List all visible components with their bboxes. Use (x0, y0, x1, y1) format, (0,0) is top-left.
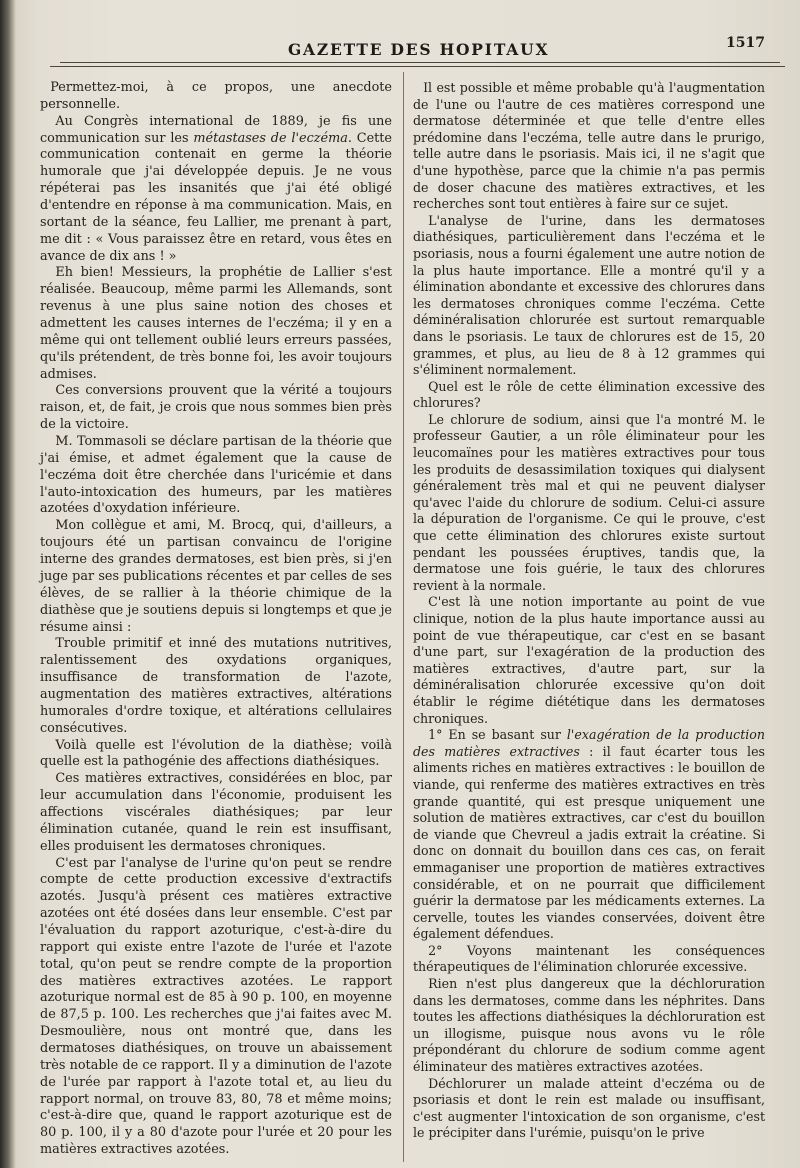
page-number: 1517 (726, 35, 765, 51)
paragraph: Eh bien! Messieurs, la prophétie de Lallier s'est réalisée. Beaucoup, même parmi les Allemands, sont revenus à une plus saine notion des choses et admettent les causes internes de l'eczéma; il y en a même qui ont tellement oublié leurs erreurs passées, qu'ils prétendent, de très bonne foi, les avoir toujours admises. (40, 265, 392, 382)
left-column (40, 80, 392, 1159)
paragraph: C'est par l'analyse de l'urine qu'on peut se rendre compte de cette production excessive d'extractifs azotés. Jusqu'à présent ces matières extractive azotées ont été dosées dans leur ensemble. C'est par l'évaluation du rapport azoturique, c'est-à-dire du rapport qui existe entre l'azote de l'urée et l'azote total, qu'on peut se rendre compte de la proportion des matières extractives azotées. Le rapport azoturique normal est de 85 à 90 p. 100, en moyenne de 87,5 p. 100. Les recherches que j'ai faites avec M. Desmoulière, nous ont montré que, dans les dermatoses diathésiques, on trouve un abaissement très notable de ce rapport. Il y a diminution de l'azote de l'urée par rapport à l'azote total et, au lieu du rapport normal, on trouve 83, 80, 78 et même moins; c'est-à-dire que, quand le rapport azoturique est de 80 p. 100, il y a 80 d'azote pour l'urée et 20 pour les matières extractives azotées. (40, 855, 392, 1158)
paragraph (40, 114, 392, 266)
right-column (413, 80, 765, 1142)
paragraph (413, 727, 765, 943)
header-rule-thick (50, 66, 785, 67)
paragraph: 2° Voyons maintenant les conséquences thérapeutiques de l'élimination chlorurée excessive. (413, 942, 765, 975)
paragraph-text: Au Congrès international de 1889, je fis une communication sur les (40, 113, 392, 146)
paragraph: Le chlorure de sodium, ainsi que l'a montré M. le professeur Gautier, a un rôle éliminateur pour les leucomaïnes pour les matières extractives pour tous les produits de desassimilation toxiques qui dialysent généralement très mal et qui ne peuvent dialyser qu'avec l'aide du chlorure de sodium. Celui-ci assure la dépuration de l'organisme. Ce qui le prouve, c'est que cette élimination des chlorures existe surtout pendant les poussées éruptives, tandis que, la dermatose une fois guérie, le taux des chlorures revient à la normale. (413, 411, 765, 593)
paragraph: Déchlorurer un malade atteint d'eczéma ou de psoriasis et dont le rein est malade ou insuffisant, c'est augmenter l'intoxication de son organisme, c'est le précipiter dans l'urémie, puisqu'on le prive (413, 1075, 765, 1141)
paragraph-text: 1° En se basant sur (428, 727, 567, 743)
paragraph: Trouble primitif et inné des mutations nutritives, ralentissement des oxydations organiques, insuffisance de transformation de l'azote, augmentation des matières extractives, altérations humorales d'ordre toxique, et altérations cellulaires consécutives. (40, 636, 392, 736)
journal-title: GAZETTE DES HOPITAUX (288, 40, 550, 59)
paragraph: Mon collègue et ami, M. Brocq, qui, d'ailleurs, a toujours été un partisan convaincu de l'origine interne des grandes dermatoses, est bien près, si j'en juge par ses publications récentes et par celles de ses élèves, de se rallier à la théorie chimique de la diathèse que je soutiens depuis si longtemps et que je résume ainsi : (40, 518, 392, 635)
paragraph: Ces conversions prouvent que la vérité a toujours raison, et, de fait, je crois que nous sommes bien près de la victoire. (40, 383, 392, 433)
paragraph: Rien n'est plus dangereux que la déchloruration dans les dermatoses, comme dans les néphrites. Dans toutes les affections diathésiques la déchloruration est un illogisme, puisque nous avons vu le rôle prépondérant du chlorure de sodium comme agent éliminateur des matières extractives azotées. (413, 976, 765, 1075)
page-binding-edge (0, 0, 16, 1168)
paragraph: Voilà quelle est l'évolution de la diathèse; voilà quelle est la pathogénie des affections diathésiques. (40, 737, 392, 770)
italic-phrase: l'exagération de la production des matières extractives (413, 727, 765, 759)
header-rule-thin (60, 62, 780, 63)
paragraph: Quel est le rôle de cette élimination excessive des chlorures? (413, 378, 765, 411)
paragraph: Ces matières extractives, considérées en bloc, par leur accumulation dans l'économie, produisent les affections viscérales diathésiques; par leur élimination cutanée, quand le rein est insuffisant, elles produisent les dermatoses chroniques. (40, 771, 392, 854)
paragraph: Il est possible et même probable qu'à l'augmentation de l'une ou l'autre de ces matières correspond une dermatose déterminée et que telle d'entre elles prédomine dans l'eczéma, telle autre dans le prurigo, telle autre dans le psoriasis. Mais ici, il ne s'agit que d'une hypothèse, parce que la chimie n'a pas permis de doser chacune des matières extractives, et les recherches sont tout entières à faire sur ce sujet. (413, 80, 765, 212)
paragraph: L'analyse de l'urine, dans les dermatoses diathésiques, particulièrement dans l'eczéma et le psoriasis, nous a fourni également une autre notion de la plus haute importance. Elle a montré qu'il y a élimination abondante et excessive des chlorures dans les dermatoses chroniques comme l'eczéma. Cette déminéralisation chlorurée est surtout remarquable dans le psoriasis. Le taux de chlorures est de 15, 20 grammes, et plus, au lieu de 8 à 12 grammes qui s'éliminent normalement. (413, 212, 765, 378)
paragraph: Permettez-moi, à ce propos, une anecdote personnelle. (40, 80, 392, 112)
column-divider (403, 72, 404, 1162)
page-header (60, 30, 780, 60)
paragraph: C'est là une notion importante au point de vue clinique, notion de la plus haute importance aussi au point de vue thérapeutique, car c'est en se basant d'une part, sur l'exagération de la production des matières extractives, d'autre part, sur la déminéralisation chlorurée excessive qu'on doit établir le régime diététique dans les dermatoses chroniques. (413, 594, 765, 726)
italic-title: métastases de l'eczéma (193, 130, 348, 146)
paragraph: M. Tommasoli se déclare partisan de la théorie que j'ai émise, et admet également que la cause de l'eczéma doit être cherchée dans l'uricémie et dans l'auto-intoxication des humeurs, par les matières azotées d'oxydation inférieure. (40, 434, 392, 517)
paragraph-text: : il faut écarter tous les aliments riches en matières extractives : le bouillon de viande, qui renferme des matières extractives en très grande quantité, qui est presque uniquement une solution de matières extractives, car c'est du bouillon de viande que Chevreul a jadis extrait la créatine. Si donc on donnait du bouillon dans ces cas, on ferait emmaganiser une proportion de matières extractives considérable, et on ne pourrait que difficilement guérir la dermatose par les médicaments externes. La cervelle, toutes les viandes conservées, doivent être également défendues. (413, 743, 765, 942)
paragraph-text: . Cette communication contenait en germe la théorie humorale que j'ai développée depuis. Je ne vous répéterai pas les insanités que j'ai été obligé d'entendre en réponse à ma communication. Mais, en sortant de la séance, feu Lallier, me prenant à part, me dit : « Vous paraissez être en retard, vous êtes en avance de dix ans ! » (40, 130, 393, 264)
